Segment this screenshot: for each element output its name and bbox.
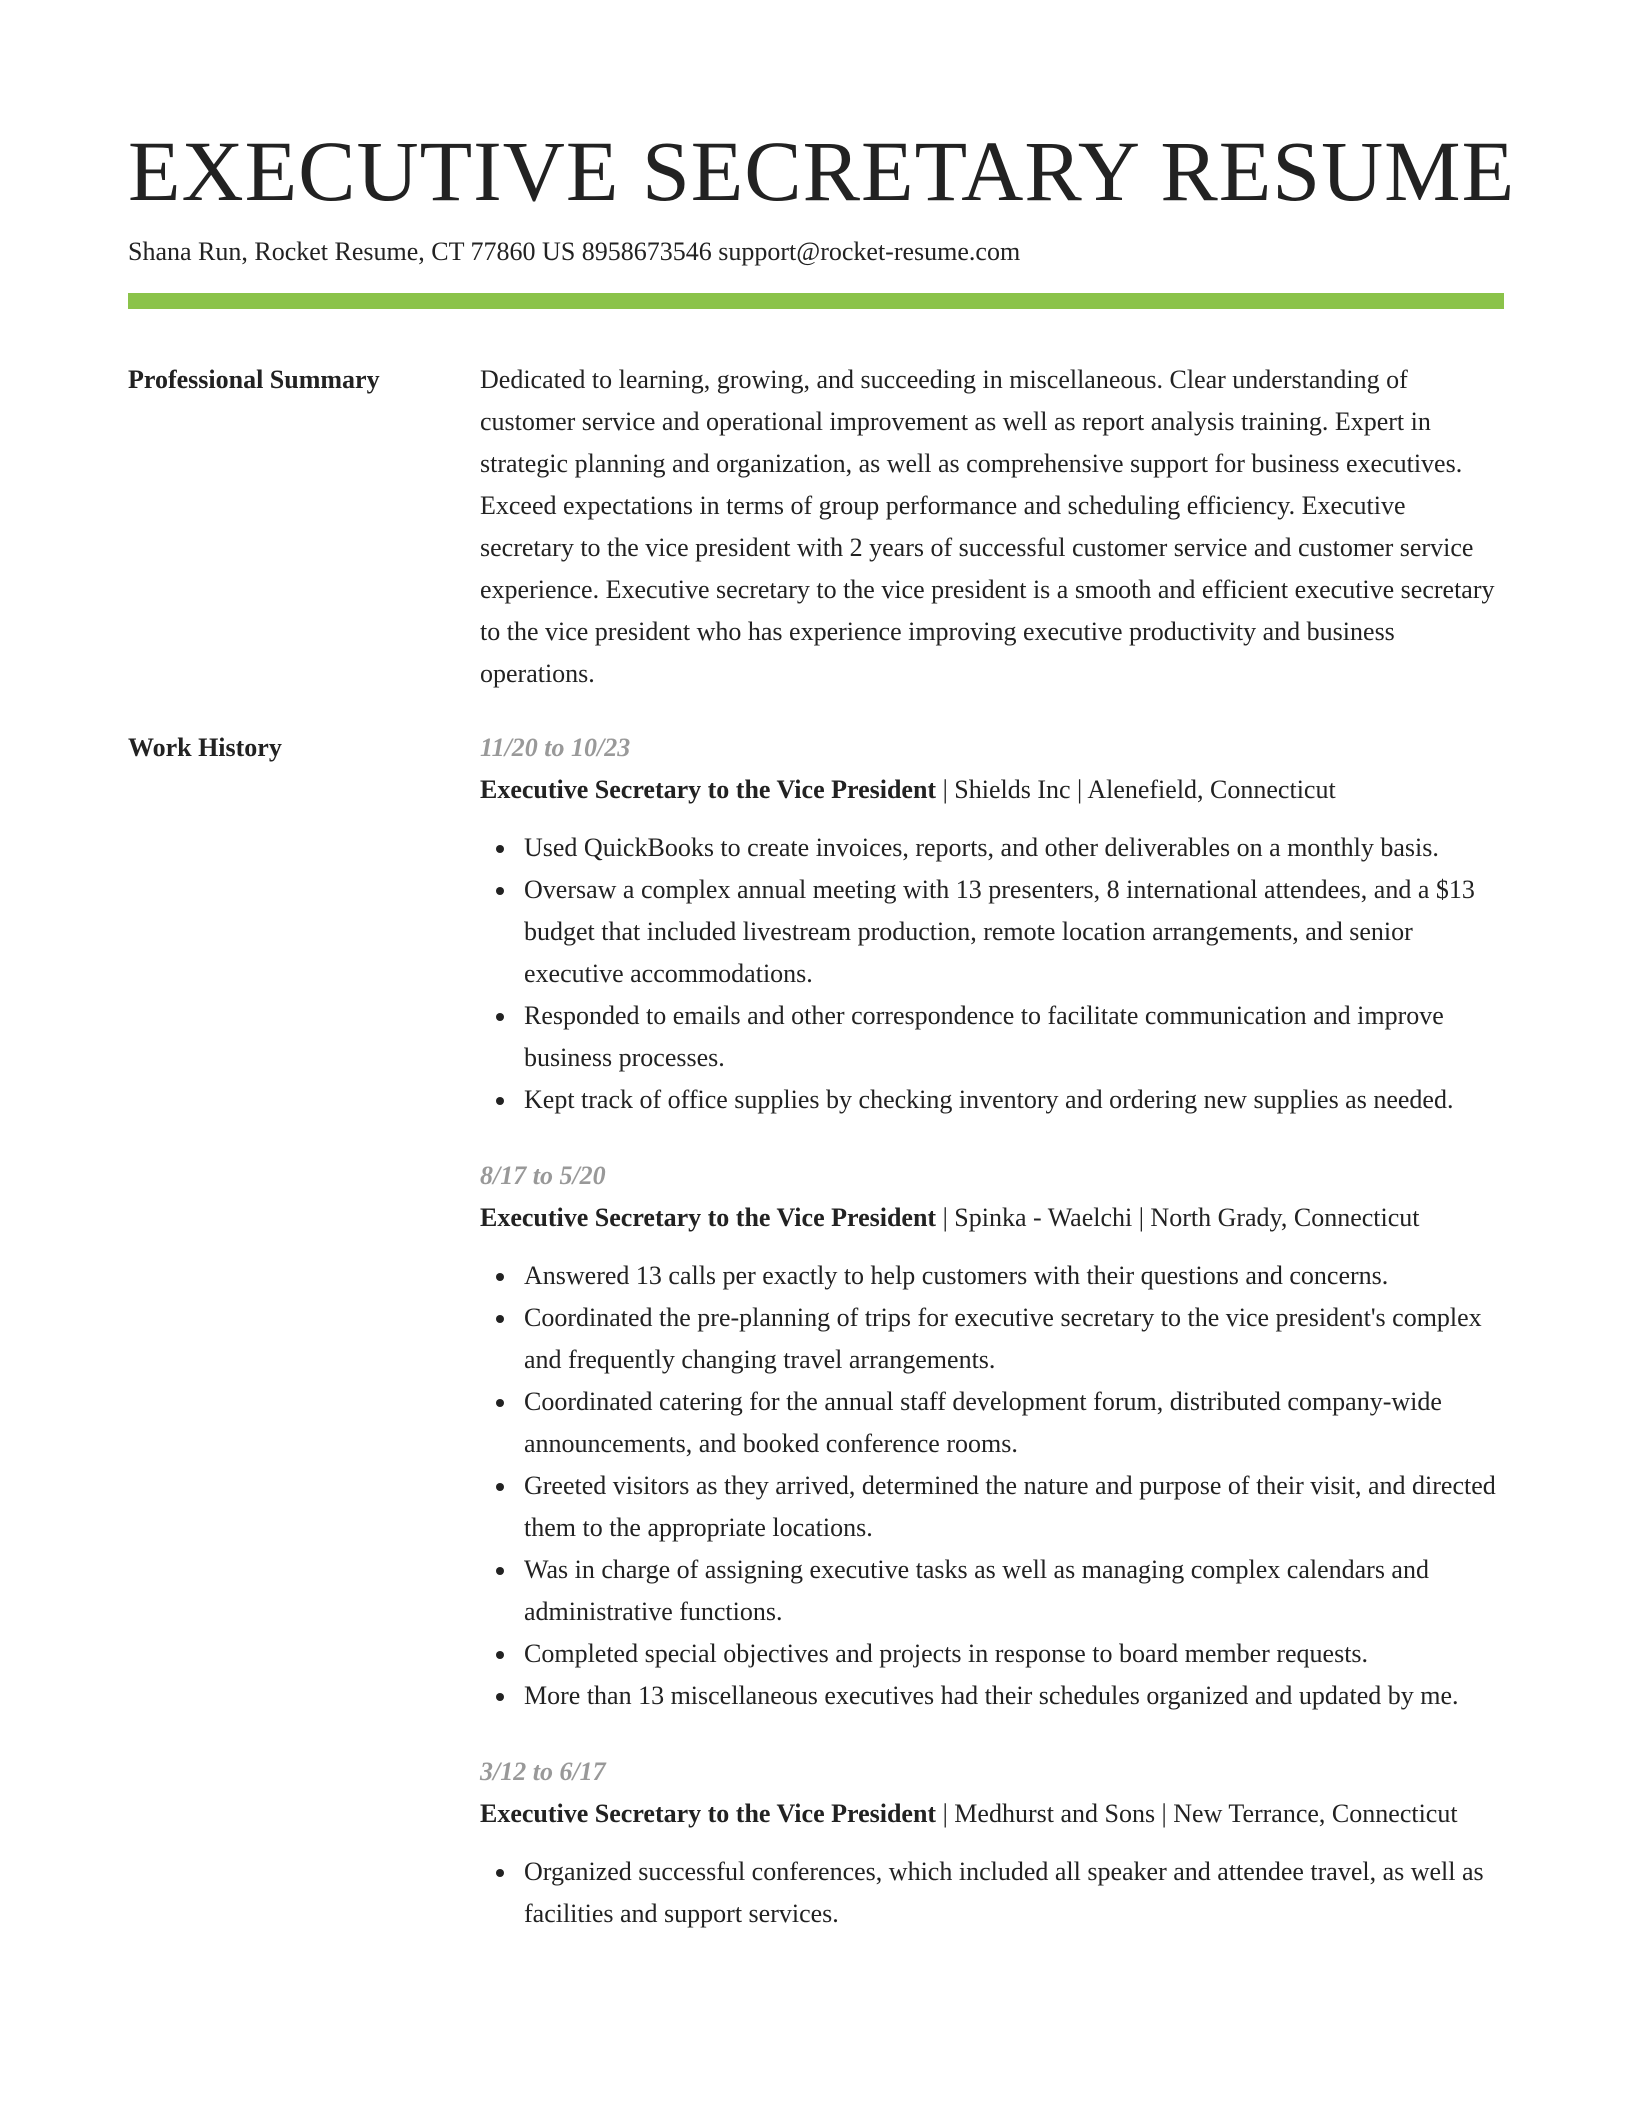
job-bullets [480, 827, 1504, 1121]
resume-title: EXECUTIVE SECRETARY RESUME [128, 123, 1516, 219]
professional-summary-section [128, 359, 1504, 695]
job-bullet: Completed special objectives and projects in response to board member requests. [524, 1633, 1504, 1675]
job-bullet: Kept track of office supplies by checking inventory and ordering new supplies as needed. [524, 1079, 1504, 1121]
job-dates: 8/17 to 5/20 [480, 1161, 606, 1190]
contact-line: Shana Run, Rocket Resume, CT 77860 US 8958673546 support@rocket-resume.com [128, 237, 1021, 266]
job-bullet: Answered 13 calls per exactly to help customers with their questions and concerns. [524, 1255, 1504, 1297]
job-dates: 11/20 to 10/23 [480, 733, 631, 762]
job-entry [480, 1751, 1504, 1935]
job-bullet: Organized successful conferences, which included all speaker and attendee travel, as well as facilities and support services. [524, 1851, 1504, 1935]
job-bullet: Coordinated catering for the annual staff development forum, distributed company-wide announcements, and booked conference rooms. [524, 1381, 1504, 1465]
job-dates: 3/12 to 6/17 [480, 1757, 606, 1786]
job-bullets [480, 1851, 1504, 1935]
job-bullets [480, 1255, 1504, 1717]
job-bullet: Oversaw a complex annual meeting with 13 presenters, 8 international attendees, and a $13 budget that included livestream production, remote location arrangements, and senior executive accommodations. [524, 869, 1504, 995]
job-bullet: Responded to emails and other correspondence to facilitate communication and improve business processes. [524, 995, 1504, 1079]
job-company-location: | Medhurst and Sons | New Terrance, Connecticut [936, 1799, 1458, 1828]
accent-divider [128, 293, 1504, 309]
job-title: Executive Secretary to the Vice President [480, 1203, 937, 1232]
job-bullet: Was in charge of assigning executive tasks as well as managing complex calendars and administrative functions. [524, 1549, 1504, 1633]
job-bullet: Coordinated the pre-planning of trips for executive secretary to the vice president's complex and frequently changing travel arrangements. [524, 1297, 1504, 1381]
job-heading [480, 769, 1504, 811]
section-label: Work History [128, 733, 282, 762]
job-company-location: | Shields Inc | Alenefield, Connecticut [936, 775, 1336, 804]
job-bullet: More than 13 miscellaneous executives had their schedules organized and updated by me. [524, 1675, 1504, 1717]
job-title: Executive Secretary to the Vice President [480, 775, 937, 804]
section-label: Professional Summary [128, 365, 380, 394]
job-entry [480, 1155, 1504, 1717]
resume-page [128, 0, 1516, 1969]
job-title: Executive Secretary to the Vice President [480, 1799, 937, 1828]
work-history-section [128, 727, 1504, 1969]
job-entry [480, 727, 1504, 1121]
job-bullet: Greeted visitors as they arrived, determined the nature and purpose of their visit, and directed them to the appropriate locations. [524, 1465, 1504, 1549]
job-bullet: Used QuickBooks to create invoices, reports, and other deliverables on a monthly basis. [524, 827, 1504, 869]
section-body [480, 359, 1504, 695]
job-heading [480, 1197, 1504, 1239]
job-company-location: | Spinka - Waelchi | North Grady, Connecticut [936, 1203, 1420, 1232]
summary-text: Dedicated to learning, growing, and succeeding in miscellaneous. Clear understanding of customer service and operational improvement as well as report analysis training. Expert in strategic planning and organization, as well as comprehensive support for business executives. Exceed expectations in terms of group performance and scheduling efficiency. Executive secretary to the vice president with 2 years of successful customer service and customer service experience. Executive secretary to the vice president is a smooth and efficient executive secretary to the vice president who has experience improving executive productivity and business operations. [480, 365, 1495, 688]
job-list [480, 727, 1504, 1969]
job-heading [480, 1793, 1504, 1835]
